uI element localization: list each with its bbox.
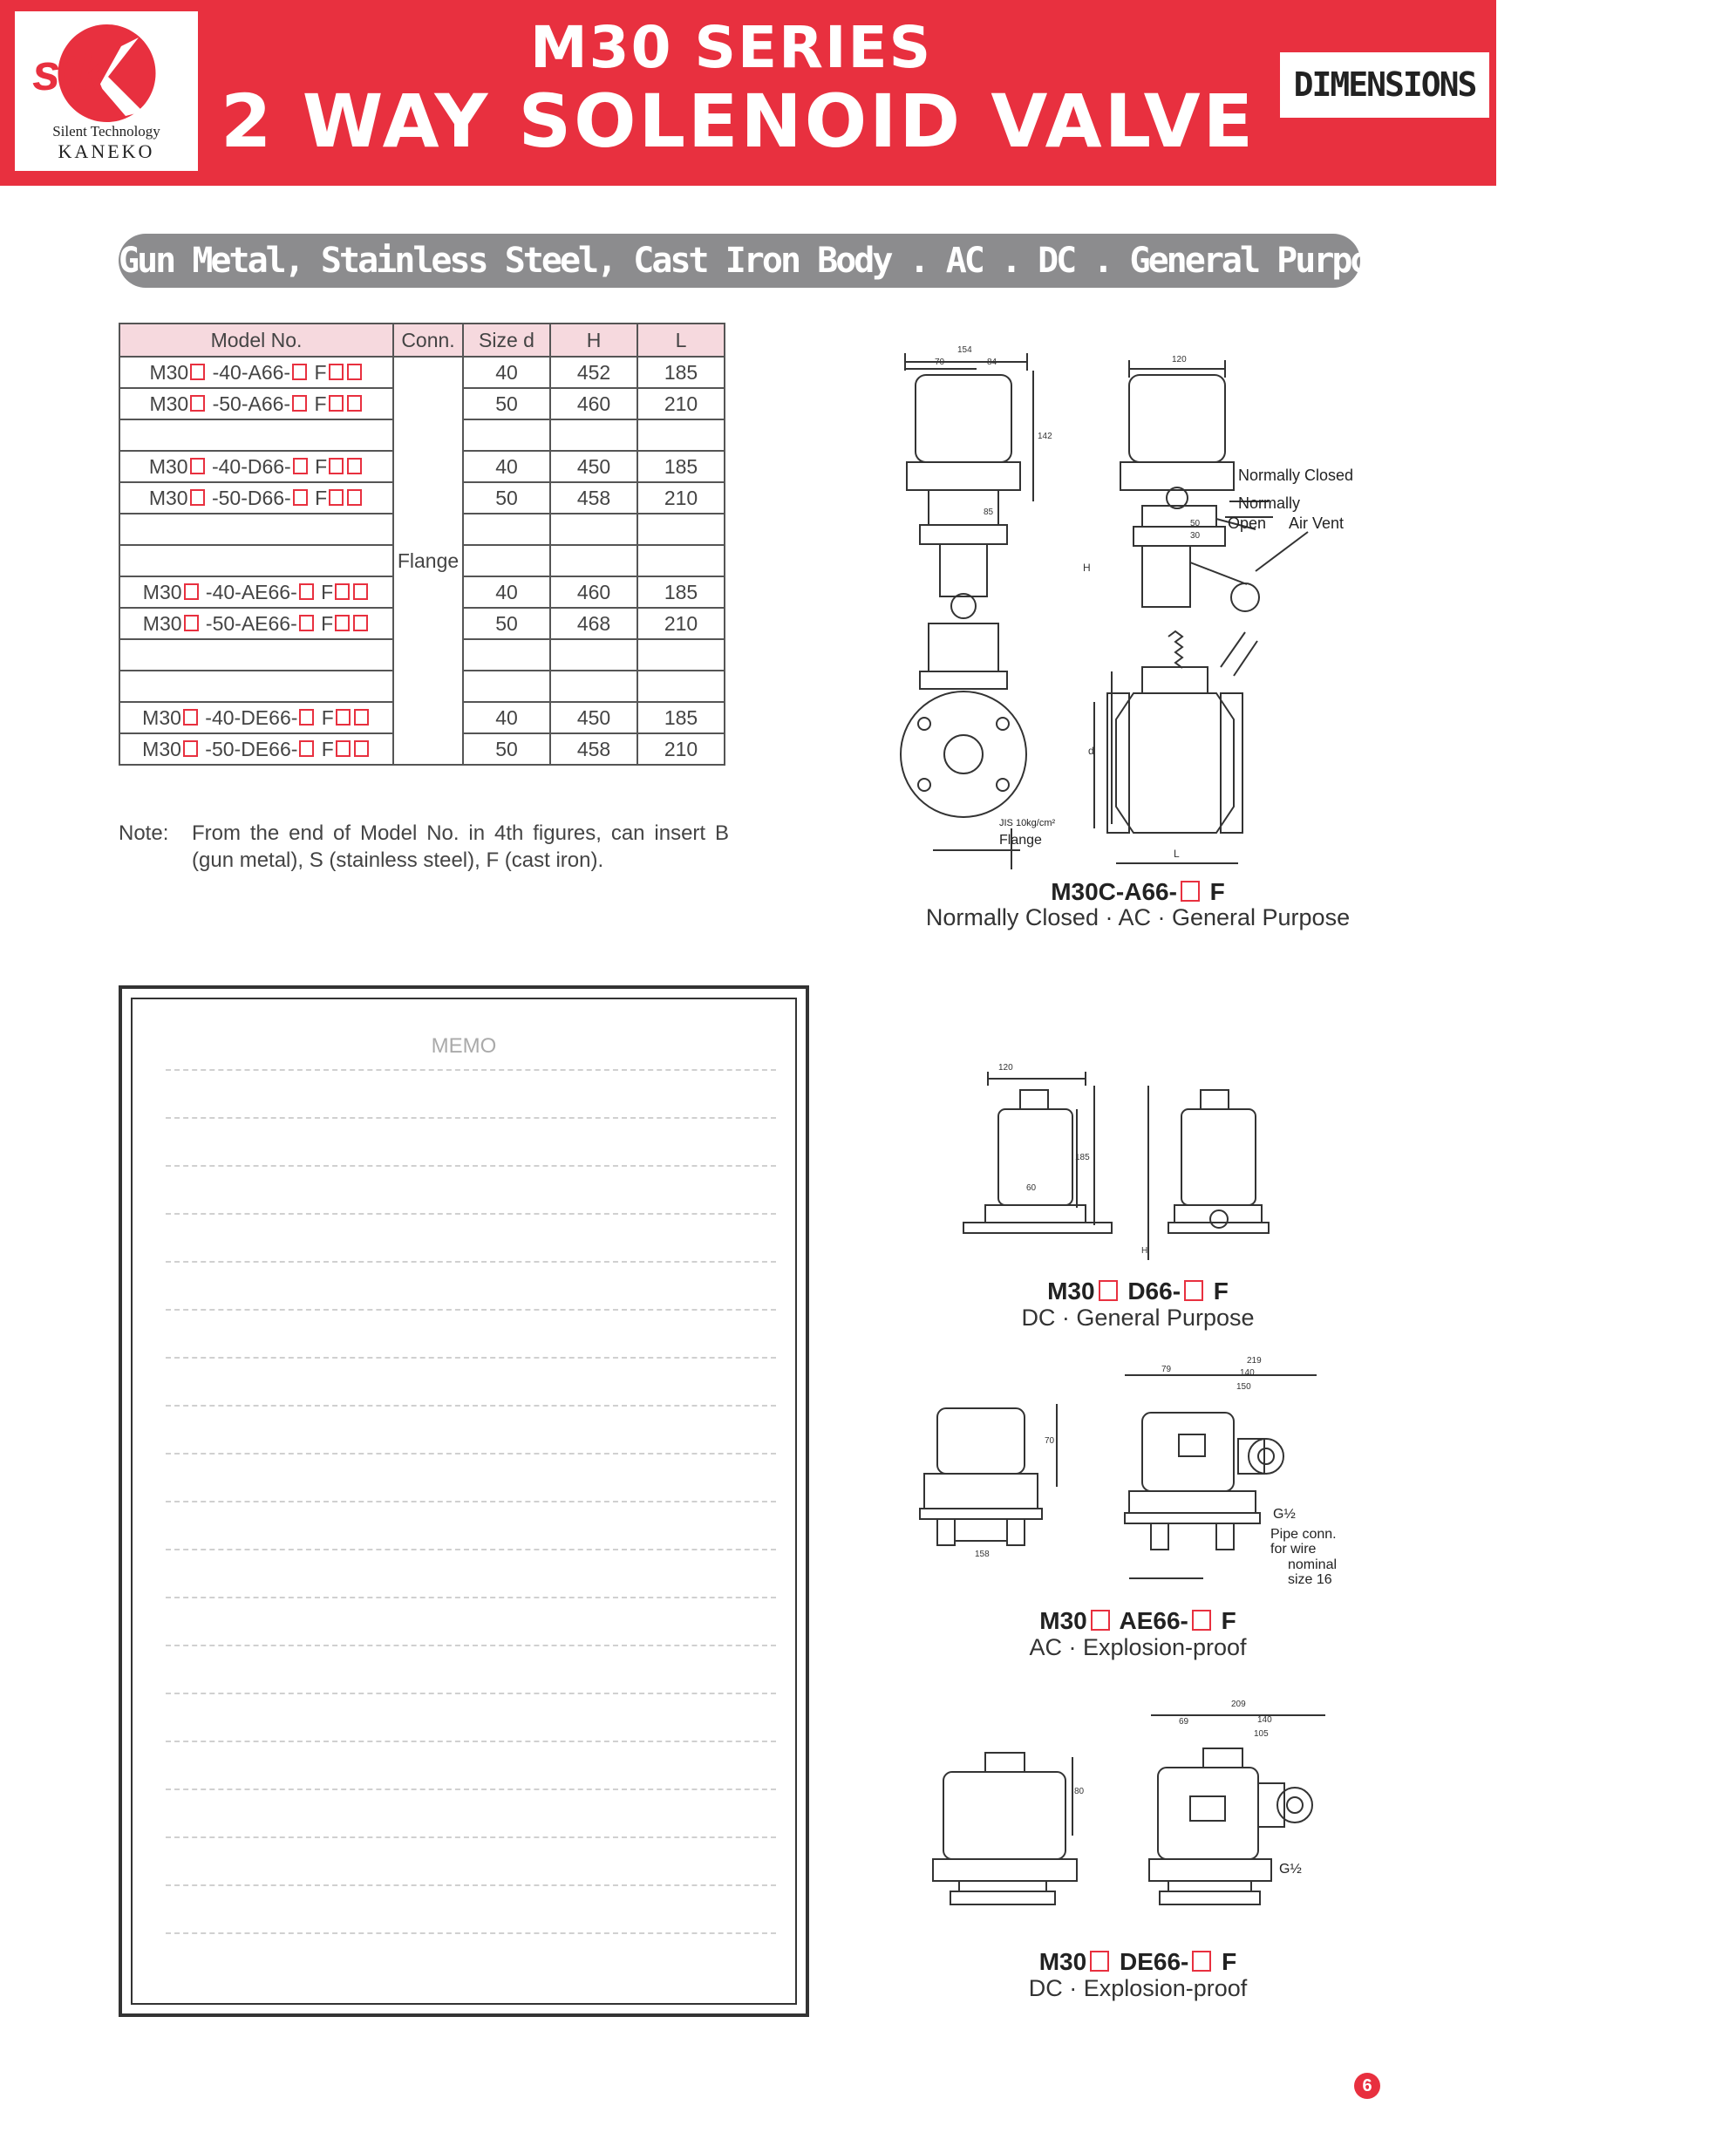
fig1-caption-b: F bbox=[1202, 878, 1225, 905]
label-jis: JIS 10kg/cm² bbox=[999, 818, 1056, 828]
dim-85: 85 bbox=[984, 508, 994, 517]
model-box bbox=[1192, 1951, 1211, 1972]
cell-h bbox=[550, 639, 637, 671]
memo-line bbox=[166, 1788, 776, 1790]
logo-line2: KANEKO bbox=[58, 140, 155, 162]
memo-line bbox=[166, 1932, 776, 1934]
dim-d: d bbox=[1088, 745, 1094, 757]
dim-84: 84 bbox=[987, 358, 997, 367]
fig3-caption-a: M30 bbox=[1039, 1607, 1087, 1634]
cell-model bbox=[119, 357, 393, 388]
fig3-caption-b: AE66- bbox=[1113, 1607, 1188, 1634]
cell-l bbox=[637, 671, 725, 702]
model-suffix: F bbox=[309, 454, 328, 478]
cell-model bbox=[119, 482, 393, 514]
model-box bbox=[183, 740, 198, 757]
fig2-caption-c: F bbox=[1207, 1277, 1229, 1305]
cell-l: 210 bbox=[637, 608, 725, 639]
note-text: From the end of Model No. in 4th figures, can insert B (gun metal), S (stainless steel), F (cast iron). bbox=[192, 821, 729, 872]
series-title: M30 SERIES bbox=[530, 14, 933, 81]
fig2-dim-185: 185 bbox=[1075, 1153, 1090, 1162]
cell-size: 50 bbox=[463, 608, 550, 639]
model-box bbox=[190, 364, 205, 380]
cell-size: 50 bbox=[463, 482, 550, 514]
cell-size bbox=[463, 671, 550, 702]
cell-l: 210 bbox=[637, 388, 725, 419]
model-box bbox=[293, 458, 308, 474]
model-mid: -50-D66- bbox=[206, 486, 291, 509]
model-mid: -40-A66- bbox=[207, 360, 291, 384]
model-box bbox=[354, 740, 369, 757]
model-box bbox=[353, 583, 368, 600]
model-box bbox=[292, 395, 307, 412]
fig2-dim-60: 60 bbox=[1026, 1183, 1037, 1193]
fig2-dim-120: 120 bbox=[998, 1063, 1013, 1073]
label-normally: Normally bbox=[1238, 494, 1301, 512]
cell-model bbox=[119, 576, 393, 608]
fig4-dim-140: 140 bbox=[1257, 1715, 1272, 1725]
fig1-subcaption: Normally Closed · AC · General Purpose bbox=[925, 904, 1351, 930]
fig4-dim-69: 69 bbox=[1179, 1717, 1189, 1727]
fig1-caption-a: M30C-A66- bbox=[1051, 878, 1177, 905]
dim-h: H bbox=[1083, 562, 1091, 574]
cell-h: 450 bbox=[550, 702, 637, 733]
model-box bbox=[329, 458, 344, 474]
model-box bbox=[183, 709, 198, 726]
fig3-label-pipe4: size 16 bbox=[1288, 1572, 1332, 1587]
label-open: Open bbox=[1228, 514, 1267, 532]
memo-line bbox=[166, 1645, 776, 1646]
model-box bbox=[347, 489, 362, 506]
cell-h: 460 bbox=[550, 576, 637, 608]
fig3-dim-158: 158 bbox=[975, 1550, 990, 1559]
col-l: L bbox=[637, 324, 725, 357]
label-flange: Flange bbox=[999, 833, 1042, 848]
fig4-caption bbox=[902, 1948, 1373, 1976]
cell-size bbox=[463, 639, 550, 671]
model-mid: -50-AE66- bbox=[200, 611, 297, 635]
model-prefix: M30 bbox=[142, 705, 181, 729]
cell-h: 452 bbox=[550, 357, 637, 388]
fig4-caption-b: DE66- bbox=[1113, 1948, 1189, 1975]
cell-l: 210 bbox=[637, 482, 725, 514]
model-box bbox=[335, 583, 350, 600]
cell-conn: Flange bbox=[393, 357, 463, 765]
col-h: H bbox=[550, 324, 637, 357]
fig3-drawing bbox=[907, 1347, 1325, 1600]
label-air-vent: Air Vent bbox=[1289, 514, 1345, 532]
memo-line bbox=[166, 1309, 776, 1311]
memo-inner bbox=[131, 998, 797, 2005]
cell-h bbox=[550, 514, 637, 545]
memo-line bbox=[166, 1213, 776, 1215]
cell-size bbox=[463, 514, 550, 545]
cell-model bbox=[119, 388, 393, 419]
cell-h: 458 bbox=[550, 482, 637, 514]
cell-size bbox=[463, 419, 550, 451]
fig4-label-g: G½ bbox=[1279, 1862, 1302, 1877]
memo-line bbox=[166, 1836, 776, 1838]
fig4-caption-a: M30 bbox=[1038, 1948, 1087, 1975]
table-body bbox=[119, 357, 725, 765]
cell-size: 40 bbox=[463, 702, 550, 733]
page-header bbox=[0, 0, 1496, 186]
category-banner: Gun Metal, Stainless Steel, Cast Iron Body . AC . DC . General Purpose . Explosion-proof bbox=[119, 234, 1360, 288]
cell-l: 185 bbox=[637, 451, 725, 482]
model-box bbox=[1099, 1280, 1118, 1301]
memo-line bbox=[166, 1884, 776, 1886]
model-box bbox=[299, 615, 314, 631]
memo-line bbox=[166, 1357, 776, 1359]
cell-size: 40 bbox=[463, 576, 550, 608]
model-suffix: F bbox=[315, 580, 334, 603]
cell-size: 50 bbox=[463, 388, 550, 419]
fig2-caption-b: D66- bbox=[1120, 1277, 1181, 1305]
stk-logo-mark bbox=[25, 20, 187, 125]
cell-model bbox=[119, 545, 393, 576]
cell-l bbox=[637, 514, 725, 545]
cell-l bbox=[637, 419, 725, 451]
fig4-dim-80: 80 bbox=[1074, 1787, 1085, 1796]
model-mid: -50-A66- bbox=[207, 392, 291, 415]
cell-model bbox=[119, 608, 393, 639]
fig3-label-pipe1: Pipe conn. bbox=[1270, 1527, 1337, 1542]
fig1-caption bbox=[902, 878, 1373, 906]
cell-model bbox=[119, 514, 393, 545]
fig2-subcaption: DC · General Purpose bbox=[1021, 1305, 1255, 1331]
cell-model bbox=[119, 419, 393, 451]
table-note bbox=[119, 820, 729, 874]
cell-size: 40 bbox=[463, 357, 550, 388]
cell-l: 185 bbox=[637, 702, 725, 733]
model-mid: -40-DE66- bbox=[199, 705, 298, 729]
memo-line bbox=[166, 1741, 776, 1742]
memo-line bbox=[166, 1453, 776, 1455]
model-box bbox=[329, 364, 344, 380]
model-box bbox=[347, 364, 362, 380]
model-prefix: M30 bbox=[142, 737, 181, 760]
fig4-drawing bbox=[924, 1696, 1343, 1940]
fig3-dim-219: 219 bbox=[1247, 1356, 1262, 1366]
model-suffix: F bbox=[315, 611, 334, 635]
note-label: Note: bbox=[119, 821, 169, 845]
model-box bbox=[329, 395, 344, 412]
dim-154: 154 bbox=[957, 345, 972, 355]
page-number: 6 bbox=[1354, 2073, 1380, 2099]
cell-model bbox=[119, 639, 393, 671]
model-box bbox=[347, 458, 362, 474]
memo-line bbox=[166, 1597, 776, 1598]
model-box bbox=[184, 583, 199, 600]
memo-box bbox=[119, 985, 809, 2017]
cell-model bbox=[119, 702, 393, 733]
cell-h: 468 bbox=[550, 608, 637, 639]
fig2-drawing bbox=[946, 1059, 1321, 1269]
model-mid: -50-DE66- bbox=[199, 737, 298, 760]
model-box bbox=[1090, 1951, 1109, 1972]
logo bbox=[15, 11, 198, 171]
col-size: Size d bbox=[463, 324, 550, 357]
cell-size bbox=[463, 545, 550, 576]
fig2-caption bbox=[902, 1277, 1373, 1305]
memo-line bbox=[166, 1693, 776, 1694]
model-mid: -40-AE66- bbox=[200, 580, 297, 603]
table-header-row bbox=[119, 324, 725, 357]
fig4-caption-c: F bbox=[1215, 1948, 1237, 1975]
fig3-label-pipe2: for wire bbox=[1270, 1542, 1317, 1557]
cell-l bbox=[637, 639, 725, 671]
section-label: DIMENSIONS bbox=[1280, 52, 1489, 118]
model-box bbox=[353, 615, 368, 631]
cell-h bbox=[550, 671, 637, 702]
fig4-subcaption: DC · Explosion-proof bbox=[1028, 1975, 1248, 2001]
cell-h bbox=[550, 545, 637, 576]
cell-model bbox=[119, 733, 393, 765]
fig3-dim-70: 70 bbox=[1045, 1436, 1055, 1446]
memo-line bbox=[166, 1549, 776, 1550]
fig3-label-g: G½ bbox=[1273, 1507, 1296, 1522]
page-title: 2 WAY SOLENOID VALVE bbox=[221, 78, 1256, 164]
model-box bbox=[184, 615, 199, 631]
cell-model bbox=[119, 671, 393, 702]
cell-size: 50 bbox=[463, 733, 550, 765]
cell-h: 450 bbox=[550, 451, 637, 482]
memo-line bbox=[166, 1501, 776, 1502]
model-box bbox=[299, 583, 314, 600]
model-box bbox=[354, 709, 369, 726]
cell-l: 210 bbox=[637, 733, 725, 765]
dim-120: 120 bbox=[1172, 355, 1187, 365]
model-prefix: M30 bbox=[149, 392, 189, 415]
model-box bbox=[292, 364, 307, 380]
cell-l: 185 bbox=[637, 576, 725, 608]
dim-l: L bbox=[1174, 848, 1180, 860]
model-box bbox=[1091, 1610, 1110, 1631]
cell-h: 458 bbox=[550, 733, 637, 765]
model-box bbox=[190, 489, 205, 506]
model-prefix: M30 bbox=[148, 454, 188, 478]
model-box bbox=[347, 395, 362, 412]
fig3-dim-150: 150 bbox=[1236, 1382, 1251, 1392]
model-prefix: M30 bbox=[142, 580, 182, 603]
model-prefix: M30 bbox=[149, 360, 189, 384]
model-box bbox=[293, 489, 308, 506]
fig3-caption-c: F bbox=[1214, 1607, 1236, 1634]
model-box bbox=[1181, 881, 1200, 902]
fig4-dim-105: 105 bbox=[1254, 1729, 1269, 1739]
model-prefix: M30 bbox=[148, 486, 188, 509]
model-box bbox=[299, 709, 314, 726]
model-box bbox=[329, 489, 344, 506]
col-model: Model No. bbox=[119, 324, 393, 357]
fig2-dim-h: H bbox=[1141, 1246, 1148, 1256]
cell-h bbox=[550, 419, 637, 451]
model-prefix: M30 bbox=[142, 611, 182, 635]
model-mid: -40-D66- bbox=[206, 454, 291, 478]
cell-l: 185 bbox=[637, 357, 725, 388]
model-box bbox=[335, 615, 350, 631]
label-normally-closed: Normally Closed bbox=[1238, 467, 1354, 484]
col-conn: Conn. bbox=[393, 324, 463, 357]
memo-line bbox=[166, 1405, 776, 1407]
table-row bbox=[119, 357, 725, 388]
cell-size: 40 bbox=[463, 451, 550, 482]
fig3-subcaption: AC · Explosion-proof bbox=[1029, 1634, 1247, 1660]
logo-line1: Silent Technology bbox=[52, 123, 160, 140]
dimension-table bbox=[119, 323, 725, 766]
model-suffix: F bbox=[316, 737, 334, 760]
fig3-dim-79: 79 bbox=[1161, 1365, 1172, 1374]
logo-mark-text: stk bbox=[32, 44, 106, 101]
model-box bbox=[1192, 1610, 1211, 1631]
dim-142: 142 bbox=[1038, 432, 1052, 441]
memo-line bbox=[166, 1261, 776, 1263]
model-box bbox=[336, 709, 351, 726]
model-suffix: F bbox=[309, 360, 327, 384]
model-suffix: F bbox=[316, 705, 334, 729]
dim-50: 50 bbox=[1190, 519, 1201, 528]
memo-line bbox=[166, 1165, 776, 1167]
memo-line bbox=[166, 1069, 776, 1071]
fig1-drawing bbox=[881, 336, 1395, 859]
model-box bbox=[190, 395, 205, 412]
fig3-label-pipe3: nominal bbox=[1288, 1557, 1338, 1572]
model-suffix: F bbox=[309, 392, 327, 415]
model-box bbox=[1184, 1280, 1203, 1301]
fig2-caption-a: M30 bbox=[1047, 1277, 1095, 1305]
fig3-dim-140: 140 bbox=[1240, 1368, 1255, 1378]
memo-title: MEMO bbox=[431, 1034, 497, 1058]
dim-30: 30 bbox=[1190, 531, 1201, 541]
cell-model bbox=[119, 451, 393, 482]
fig3-caption bbox=[902, 1607, 1373, 1635]
cell-h: 460 bbox=[550, 388, 637, 419]
cell-l bbox=[637, 545, 725, 576]
model-box bbox=[336, 740, 351, 757]
memo-line bbox=[166, 1117, 776, 1119]
fig4-dim-209: 209 bbox=[1231, 1700, 1246, 1709]
model-box bbox=[190, 458, 205, 474]
dim-70: 70 bbox=[935, 358, 945, 367]
model-suffix: F bbox=[309, 486, 328, 509]
model-box bbox=[299, 740, 314, 757]
